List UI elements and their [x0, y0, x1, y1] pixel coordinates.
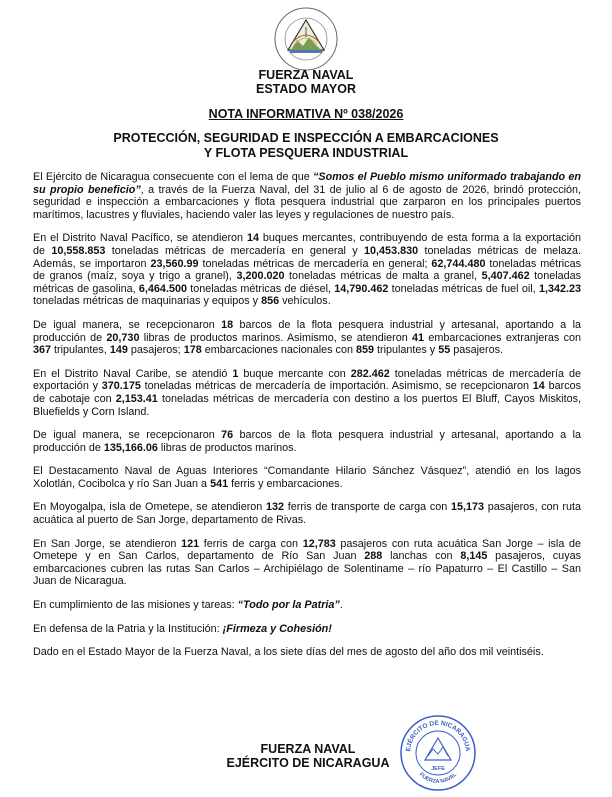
paragraph-text: toneladas métricas de fuel oil, [388, 282, 539, 295]
emphasis-text: 18 [221, 318, 234, 331]
paragraph-text: toneladas métricas de malta a granel, [284, 270, 482, 283]
body-paragraph [33, 171, 581, 221]
paragraph-text: ferris de carga con [199, 537, 303, 550]
document-body [33, 171, 581, 670]
body-paragraph [33, 319, 581, 357]
emphasis-text: 149 [109, 344, 128, 357]
emphasis-text: 121 [181, 537, 200, 550]
paragraph-text: toneladas métricas de gasolina, [33, 270, 582, 295]
paragraph-text: En el Distrito Naval Caribe, se atendió [33, 367, 233, 380]
body-paragraph [33, 623, 581, 636]
paragraph-text: En San Jorge, se atendieron [33, 537, 182, 550]
paragraph-text: toneladas métricas de mercadería con destino a los puertos El Bluff, Cayos Miskitos, Bluefields y Corn Island. [33, 392, 581, 418]
emphasis-text: 2,153.41 [115, 392, 158, 405]
nota-informativa-number: NOTA INFORMATIVA Nº 038/2026 [208, 107, 404, 121]
stamp-ring-text: EJÉRCITO DE NICARAGUA [404, 719, 472, 752]
emphasis-text: 14 [246, 232, 259, 245]
paragraph-text: , a través de la Fuerza Naval, del 31 de julio al 6 de agosto de 2026, brindó protección, seguridad e inspección a embarcaciones y flota pesquera industrial que zarparon en los principales puertos marítimos, lacustres y fluviales, haciendo valer las leyes y regulaciones de nuestro país. [33, 183, 581, 221]
svg-text:FUERZA NAVAL [418, 771, 459, 785]
paragraph-text: toneladas métricas de mercadería de exportación y [33, 367, 582, 393]
paragraph-text: El Ejército de Nicaragua consecuente con el lema de que [33, 171, 314, 183]
emphasis-text: 178 [183, 344, 202, 357]
paragraph-text: vehículos. [279, 295, 331, 308]
body-paragraph [33, 501, 581, 526]
emphasis-text: 10,453.830 [364, 244, 419, 257]
emphasis-text: 23,560.99 [150, 257, 199, 270]
emphasis-text: 1 [232, 367, 239, 380]
body-paragraph [33, 368, 581, 418]
emphasis-text: 282.462 [350, 367, 390, 380]
emphasis-text: 14 [532, 380, 545, 393]
paragraph-text: toneladas métricas de mercadería en general y [105, 244, 365, 257]
emphasis-text: 55 [438, 344, 451, 357]
emphasis-text: 3,200.020 [236, 270, 285, 283]
emphasis-text: 10,558.853 [51, 244, 106, 257]
emphasis-text: 5,407.462 [481, 270, 530, 283]
paragraph-text: pasajeros, con ruta acuática al puerto de San Jorge, departamento de Rivas. [33, 501, 581, 527]
emphasis-text: 15,173 [451, 501, 485, 514]
paragraph-text: toneladas métricas de maquinarias y equipos y [33, 295, 262, 308]
body-paragraph [33, 538, 581, 588]
paragraph-text: tripulantes, [51, 344, 110, 357]
signature-line-1: FUERZA NAVAL [260, 742, 356, 756]
document-header [0, 68, 612, 96]
emphasis-text: 1,342.23 [538, 282, 581, 295]
emphasis-text: 859 [355, 344, 374, 357]
emphasis-text: 14,790.462 [334, 282, 389, 295]
header-line-2: ESTADO MAYOR [255, 82, 356, 96]
coat-of-arms-seal [273, 6, 339, 72]
emphasis-text: 132 [266, 501, 285, 514]
body-paragraph [33, 465, 581, 490]
emphasis-text: 135,166.06 [103, 441, 158, 454]
paragraph-text: buques mercantes, contribuyendo de esta forma a la exportación de [33, 232, 582, 257]
paragraph-text: pasajeros, cuyas embarcaciones cubren las rutas San Carlos – Archipiélago de Solentiname – río Papaturro – El Castillo – San Juan de Nicaragua. [33, 550, 581, 588]
body-paragraph [33, 232, 581, 308]
body-paragraph [33, 646, 581, 659]
document-title [0, 131, 612, 161]
signature-block [200, 742, 416, 770]
paragraph-text: tripulantes y [373, 344, 439, 357]
paragraph-text: barcos de la flota pesquera industrial y artesanal, aportando a la producción de [33, 318, 581, 344]
paragraph-text: libras de productos marinos. Asimismo, se atendieron [139, 331, 413, 344]
paragraph-text: toneladas métricas de melaza. Además, se importaron [33, 244, 581, 270]
emphasis-text: 12,783 [302, 537, 336, 550]
stamp-bottom-text: FUERZA NAVAL [417, 771, 459, 786]
emphasis-text: 288 [364, 550, 383, 563]
paragraph-text: barcos de cabotaje con [33, 380, 582, 405]
paragraph-text: En defensa de la Patria y la Institución: [33, 622, 223, 635]
paragraph-text: ferris y embarcaciones. [228, 477, 343, 490]
emphasis-text: “Todo por la Patria” [237, 599, 340, 612]
paragraph-text: pasajeros con ruta acuática San Jorge – isla de Ometepe y en San Carlos, departamento de Río San Juan [33, 537, 581, 563]
header-line-1: FUERZA NAVAL [258, 68, 354, 82]
paragraph-text: Dado en el Estado Mayor de la Fuerza Naval, a los siete días del mes de agosto del año dos mil veintiséis. [33, 646, 544, 659]
emphasis-text: 76 [221, 429, 234, 442]
emphasis-text: 541 [210, 477, 229, 490]
paragraph-text: El Destacamento Naval de Aguas Interiores “Comandante Hilario Sánchez Vásquez”, atendió en los lagos Xolotlán, Cocibolca y río San Juan a [33, 465, 581, 490]
paragraph-text: De igual manera, se recepcionaron [33, 429, 222, 442]
emphasis-text: “Somos el Pueblo mismo uniformado trabajando en su propio beneficio” [33, 171, 582, 196]
emphasis-text: 367 [33, 344, 52, 357]
paragraph-text: lanchas con [382, 550, 461, 563]
paragraph-text: embarcaciones nacionales con [201, 344, 356, 357]
emphasis-text: 8,145 [460, 550, 488, 563]
signature-line-2: EJÉRCITO DE NICARAGUA [226, 756, 390, 770]
paragraph-text: pasajeros. [450, 344, 504, 357]
body-paragraph [33, 599, 581, 612]
paragraph-text: pasajeros; [127, 344, 184, 357]
emphasis-text: 20,730 [106, 331, 140, 344]
paragraph-text: De igual manera, se recepcionaron [33, 318, 222, 331]
paragraph-text: En el Distrito Naval Pacífico, se atendieron [33, 232, 247, 245]
emphasis-text: 370.175 [101, 380, 141, 393]
paragraph-text: toneladas métricas de diésel, [186, 282, 335, 295]
paragraph-text: toneladas métricas de mercadería de importación. Asimismo, se recepcionaron [140, 380, 533, 393]
paragraph-text: buque mercante con [238, 367, 351, 380]
paragraph-text: . [339, 599, 343, 612]
emphasis-text: ¡Firmeza y Cohesión! [222, 622, 332, 635]
paragraph-text: barcos de la flota pesquera industrial y artesanal, aportando a la producción de [33, 429, 581, 454]
paragraph-text: libras de productos marinos. [157, 441, 297, 454]
emphasis-text: 41 [412, 331, 425, 344]
stamp-inner-text: JEFE [431, 766, 445, 772]
paragraph-text: embarcaciones extranjeras con [424, 331, 581, 344]
naval-force-stamp [399, 714, 477, 792]
body-paragraph [33, 429, 581, 454]
emphasis-text: 62,744.480 [431, 257, 486, 270]
paragraph-text: ferris de transporte de carga con [284, 501, 452, 514]
paragraph-text: En cumplimiento de las misiones y tareas: [33, 599, 238, 612]
paragraph-text: En Moyogalpa, isla de Ometepe, se atendieron [33, 501, 267, 514]
paragraph-text: toneladas métricas de mercadería en general; [198, 257, 432, 270]
emphasis-text: 6,464.500 [138, 282, 187, 295]
paragraph-text: toneladas métricas de granos (maíz, soya y trigo a granel), [33, 257, 581, 283]
title-line-1: PROTECCIÓN, SEGURIDAD E INSPECCIÓN A EMBARCACIONES [113, 131, 499, 145]
title-line-2: Y FLOTA PESQUERA INDUSTRIAL [203, 146, 409, 160]
emphasis-text: 856 [261, 295, 280, 308]
